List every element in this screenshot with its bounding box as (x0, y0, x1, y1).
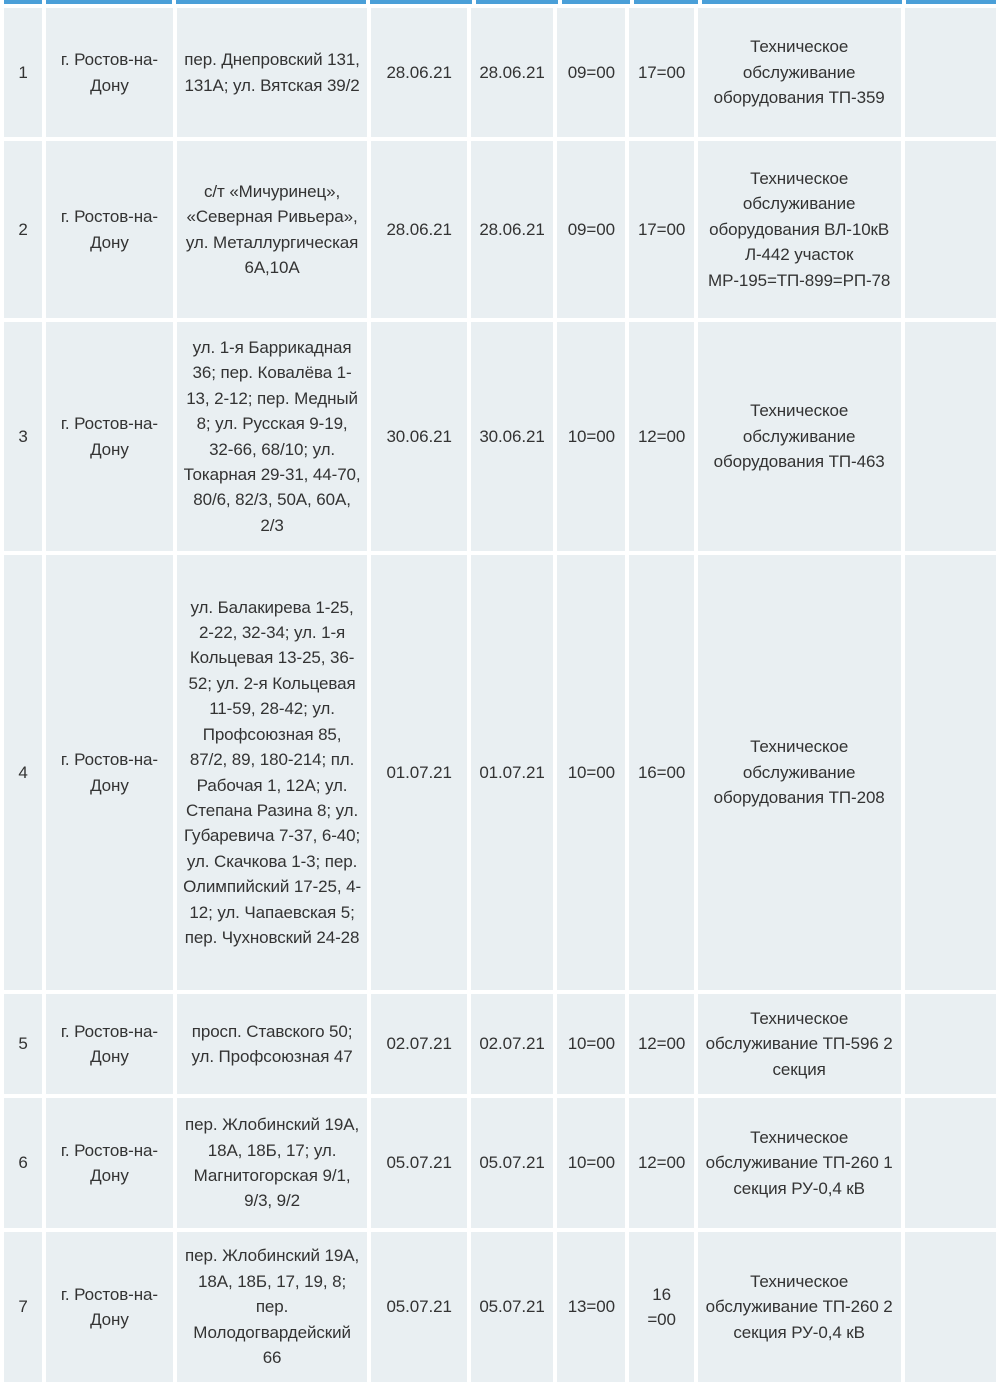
notes-cell (905, 994, 996, 1094)
date-end-cell: 30.06.21 (471, 322, 553, 551)
time-end-cell: 12=00 (629, 322, 693, 551)
address-cell: пер. Жлобинский 19А, 18А, 18Б, 17, 19, 8; пер. Молодогвардейский 66 (177, 1232, 368, 1382)
time-start-cell: 09=00 (557, 8, 625, 137)
row-number: 2 (4, 141, 42, 318)
date-start-cell: 28.06.21 (371, 141, 466, 318)
outage-schedule-table (0, 4, 1000, 1386)
time-end-cell: 12=00 (629, 1098, 693, 1228)
work-description-cell: Техническое обслуживание ТП-260 2 секция РУ-0,4 кВ (698, 1232, 901, 1382)
work-description-cell: Техническое обслуживание ТП-260 1 секция РУ-0,4 кВ (698, 1098, 901, 1228)
city-cell: г. Ростов-на-Дону (46, 322, 173, 551)
address-cell: ул. 1-я Баррикадная 36; пер. Ковалёва 1-13, 2-12; пер. Медный 8; ул. Русская 9-19, 32-66, 68/10; ул. Токарная 29-31, 44-70, 80/6, 82/3, 50А, 60А, 2/3 (177, 322, 368, 551)
work-description-cell: Техническое обслуживание оборудования ВЛ-10кВ Л-442 участок МР-195=ТП-899=РП-78 (698, 141, 901, 318)
row-number: 4 (4, 555, 42, 990)
table-row (4, 1098, 996, 1228)
city-cell: г. Ростов-на-Дону (46, 994, 173, 1094)
city-cell: г. Ростов-на-Дону (46, 8, 173, 137)
date-start-cell: 30.06.21 (371, 322, 466, 551)
address-cell: ул. Балакирева 1-25, 2-22, 32-34; ул. 1-я Кольцевая 13-25, 36-52; ул. 2-я Кольцевая 11-59, 28-42; ул. Профсоюзная 85, 87/2, 89, 180-214; пл. Рабочая 1, 12А; ул. Степана Разина 8; ул. Губаревича 7-37, 6-40; ул. Скачкова 1-3; пер. Олимпийский 17-25, 4-12; ул. Чапаевская 5; пер. Чухновский 24-28 (177, 555, 368, 990)
table-row (4, 994, 996, 1094)
date-start-cell: 01.07.21 (371, 555, 466, 990)
table-row (4, 322, 996, 551)
row-number: 6 (4, 1098, 42, 1228)
time-start-cell: 10=00 (557, 322, 625, 551)
row-number: 7 (4, 1232, 42, 1382)
row-number: 3 (4, 322, 42, 551)
date-start-cell: 02.07.21 (371, 994, 466, 1094)
table-row (4, 1232, 996, 1382)
date-end-cell: 28.06.21 (471, 141, 553, 318)
row-number: 5 (4, 994, 42, 1094)
city-cell: г. Ростов-на-Дону (46, 555, 173, 990)
date-start-cell: 05.07.21 (371, 1232, 466, 1382)
address-cell: просп. Ставского 50; ул. Профсоюзная 47 (177, 994, 368, 1094)
city-cell: г. Ростов-на-Дону (46, 1098, 173, 1228)
date-end-cell: 01.07.21 (471, 555, 553, 990)
city-cell: г. Ростов-на-Дону (46, 141, 173, 318)
work-description-cell: Техническое обслуживание оборудования ТП-208 (698, 555, 901, 990)
time-end-cell: 16=00 (629, 555, 693, 990)
notes-cell (905, 1232, 996, 1382)
row-number: 1 (4, 8, 42, 137)
time-end-cell: 17=00 (629, 141, 693, 318)
address-cell: пер. Днепровский 131, 131А; ул. Вятская 39/2 (177, 8, 368, 137)
notes-cell (905, 141, 996, 318)
address-cell: с/т «Мичуринец», «Северная Ривьера», ул. Металлургическая 6А,10А (177, 141, 368, 318)
time-start-cell: 10=00 (557, 1098, 625, 1228)
notes-cell (905, 1098, 996, 1228)
table-row (4, 141, 996, 318)
time-start-cell: 09=00 (557, 141, 625, 318)
work-description-cell: Техническое обслуживание ТП-596 2 секция (698, 994, 901, 1094)
date-end-cell: 05.07.21 (471, 1232, 553, 1382)
time-start-cell: 10=00 (557, 994, 625, 1094)
date-end-cell: 05.07.21 (471, 1098, 553, 1228)
date-end-cell: 28.06.21 (471, 8, 553, 137)
time-start-cell: 13=00 (557, 1232, 625, 1382)
date-end-cell: 02.07.21 (471, 994, 553, 1094)
notes-cell (905, 322, 996, 551)
date-start-cell: 05.07.21 (371, 1098, 466, 1228)
work-description-cell: Техническое обслуживание оборудования ТП-463 (698, 322, 901, 551)
notes-cell (905, 555, 996, 990)
time-start-cell: 10=00 (557, 555, 625, 990)
time-end-cell: 12=00 (629, 994, 693, 1094)
address-cell: пер. Жлобинский 19А, 18А, 18Б, 17; ул. Магнитогорская 9/1, 9/3, 9/2 (177, 1098, 368, 1228)
time-end-cell: 16 =00 (629, 1232, 693, 1382)
time-end-cell: 17=00 (629, 8, 693, 137)
notes-cell (905, 8, 996, 137)
work-description-cell: Техническое обслуживание оборудования ТП-359 (698, 8, 901, 137)
table-row (4, 8, 996, 137)
table-row (4, 555, 996, 990)
city-cell: г. Ростов-на-Дону (46, 1232, 173, 1382)
date-start-cell: 28.06.21 (371, 8, 466, 137)
